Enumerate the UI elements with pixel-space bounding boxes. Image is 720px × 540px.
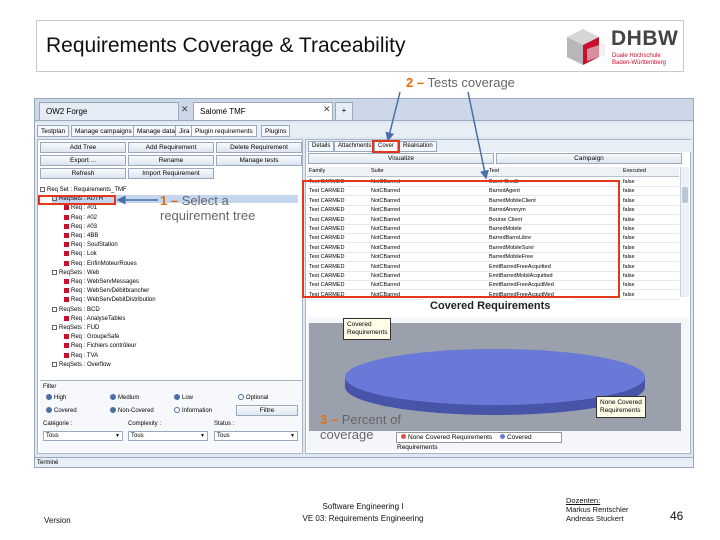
chevron-down-icon: ▼ [200, 433, 205, 439]
annotation-text: requirement tree [160, 208, 256, 223]
filter-optional-label: Optional [246, 395, 269, 401]
table-cell: Test CARMED [309, 216, 345, 223]
label-line: Requirements [347, 329, 388, 336]
footer-course [288, 502, 438, 523]
tree-item-label: ReqSets : AUTH [59, 196, 104, 203]
legend-label-none: None Covered Requirements [408, 434, 493, 441]
tree-item-label: Req : #01 [71, 205, 98, 212]
table-cell: false [623, 179, 635, 185]
tree-item-label: Req : WebServDebitDistribution [71, 297, 156, 304]
column-header-family: Family [309, 168, 326, 174]
close-icon[interactable]: ✕ [181, 104, 189, 114]
table-cell: Test CARMED [309, 197, 345, 204]
tree-item-label: Req : TVA [71, 352, 99, 359]
annotation-select-tree [160, 193, 255, 223]
status-label: Status : [214, 421, 235, 427]
tree-item-label: Req : Fichiers contrôleur [71, 343, 137, 350]
table-cell: EmitBarredMobilAcquitted [489, 273, 553, 279]
delete-requirement-button[interactable]: Delete Requirement [216, 142, 302, 153]
table-cell: Test CARMED [309, 207, 345, 214]
add-tree-button[interactable]: Add Tree [40, 142, 126, 153]
tree-item-label: Req Set : Requirements_TMF [47, 187, 127, 193]
refresh-button[interactable]: Refresh [40, 168, 126, 179]
tree-item-label: Req : 4BB [71, 233, 99, 239]
table-cell: NotCBarred [371, 291, 401, 298]
tab-realisation[interactable]: Réalisation [399, 141, 437, 152]
tab-plugin-requirements[interactable]: Plugin requirements [191, 125, 257, 137]
table-cell: Test CARMED [309, 291, 345, 298]
add-requirement-button[interactable]: Add Requirement [128, 142, 214, 153]
category-label: Catégorie : [43, 421, 73, 427]
tab-manage-data[interactable]: Manage data [133, 125, 179, 137]
slide-title: Requirements Coverage & Traceability [46, 34, 406, 57]
column-header-test: Test [489, 168, 500, 174]
table-cell: false [623, 188, 635, 195]
table-cell: BarredMobile [489, 226, 522, 232]
tab-details[interactable]: Details [308, 141, 334, 152]
tree-item-label: ReqSets : BCD [59, 306, 100, 313]
table-cell: false [623, 282, 635, 289]
table-cell: false [623, 226, 635, 232]
table-cell: Test CARMED [309, 273, 345, 279]
export-button[interactable]: Export ... [40, 155, 126, 166]
table-cell: false [623, 291, 635, 298]
table-cell: Bourse Client [489, 216, 523, 223]
tab-label: Salomé TMF [200, 107, 246, 116]
chevron-down-icon: ▼ [290, 433, 295, 439]
visualize-button[interactable]: Visualize [308, 153, 494, 164]
tab-plugins[interactable]: Plugins [261, 125, 290, 137]
footer-lecturer-line: Dozenten: [566, 496, 601, 505]
import-requirement-button[interactable]: Import Requirement [128, 168, 214, 179]
table-cell: false [623, 235, 635, 242]
table-cell: Test CARMED [309, 263, 345, 270]
table-cell: BarredMobileSuivi [489, 244, 534, 251]
status-select-value: Tous [217, 433, 230, 439]
label-line: Requirements [600, 407, 641, 414]
filter-low-label: Low [182, 395, 194, 401]
footer-lecturer-line: Andreas Stuckert [566, 514, 624, 523]
table-cell: false [623, 216, 635, 223]
tab-jira[interactable]: Jira [175, 125, 193, 137]
table-cell: NotCBarred [371, 226, 401, 232]
footer-lecturer-line: Markus Rentschler [566, 505, 629, 514]
table-cell: false [623, 244, 635, 251]
annotation-number: 1 – [160, 193, 179, 208]
tab-testplan[interactable]: Testplan [37, 125, 69, 137]
annotation-text: Percent of [341, 412, 401, 427]
annotation-number: 2 – [406, 75, 425, 90]
table-cell: NotCBarred [371, 273, 401, 279]
tree-item-label: Req : Lok [71, 251, 97, 258]
logo-sub-line-2: Baden-Württemberg [612, 60, 667, 66]
table-cell: BarredMobileClient [489, 197, 536, 204]
filter-information-label: Information [182, 408, 213, 414]
table-cell: NotCBarred [371, 244, 401, 251]
filter-medium-label: Medium [118, 395, 140, 401]
tab-cover[interactable]: Cover [374, 141, 398, 152]
label-line: None Covered [600, 399, 642, 406]
rename-button[interactable]: Rename [128, 155, 214, 166]
table-cell: false [623, 207, 635, 214]
page-number: 46 [670, 509, 684, 523]
table-cell: Test CARMED [309, 235, 345, 242]
chart-title: Covered Requirements [430, 300, 551, 312]
tab-manage-campaigns[interactable]: Manage campaigns [71, 125, 136, 137]
tab-label: OW2 Forge [46, 107, 88, 116]
table-cell: Test CARMED [309, 244, 345, 251]
manage-tests-button[interactable]: Manage tests [216, 155, 302, 166]
complexity-label: Complexity : [128, 421, 162, 427]
annotation-percent-coverage [320, 412, 401, 442]
tab-attachments[interactable]: Attachments [334, 141, 375, 152]
table-cell: BarredAnonym [489, 207, 526, 214]
chevron-down-icon: ▼ [115, 433, 120, 439]
annotation-text: Tests coverage [427, 75, 515, 90]
logo-sub-line-1: Duale Hochschule [612, 53, 661, 59]
table-cell: NotCBarred [371, 235, 401, 242]
tree-item-label: Req : EnfinMoteurRoues [71, 260, 137, 267]
table-cell: EmitBarredFreeAcquitMed [489, 291, 554, 298]
annotation-text: Select a [181, 193, 229, 208]
table-cell: NotCBarred [371, 282, 401, 289]
filter-apply-button[interactable]: Filtre [236, 405, 298, 416]
footer-version: Version [44, 516, 71, 525]
table-cell: false [623, 254, 635, 261]
campaign-button[interactable]: Campaign [496, 153, 682, 164]
table-cell: Test CARMED [309, 254, 345, 261]
filter-non-covered-label: Non-Covered [118, 408, 154, 414]
tree-item-label: Req : GroupeSafe [71, 334, 120, 341]
footer-course-line: VE 03: Requirements Engineering [302, 514, 424, 523]
table-cell: Barré Credit [489, 179, 519, 185]
table-cell: NotCBarred [371, 188, 401, 195]
tree-item-label: Req : WebServMessages [71, 279, 139, 285]
category-select-value: Tous [46, 433, 59, 439]
complexity-select-value: Tous [131, 433, 144, 439]
table-cell: EmitBarredFreeAcquitMed [489, 282, 554, 289]
tree-item-label: Req : #03 [71, 223, 98, 230]
table-cell: Test CARMED [309, 179, 345, 185]
table-cell: NotCBarred [371, 179, 401, 185]
table-cell: NotCBarred [371, 207, 401, 214]
table-cell: false [623, 197, 635, 204]
label-line: Covered [347, 321, 372, 328]
tree-item-label: Req : SoulStation [71, 242, 118, 249]
table-cell: NotCBarred [371, 197, 401, 204]
table-cell: Test CARMED [309, 282, 345, 289]
close-icon[interactable]: ✕ [323, 104, 331, 114]
column-header-suite: Suite [371, 168, 384, 174]
table-cell: Test CARMED [309, 226, 345, 232]
tree-item-label: Req : #02 [71, 214, 98, 221]
logo-text: DHBW [611, 27, 679, 50]
footer-lecturers [566, 496, 629, 523]
tree-item-label: Req : AnalyseTables [71, 315, 126, 322]
tree-item-label: ReqSets : Web [59, 269, 100, 276]
table-cell: NotCBarred [371, 263, 401, 270]
status-bar: Terminé [35, 457, 694, 468]
annotation-number: 3 – [320, 412, 339, 427]
table-cell: NotCBarred [371, 216, 401, 223]
table-cell: Test CARMED [309, 188, 345, 195]
table-cell: false [623, 273, 635, 279]
filter-title: Filter [43, 384, 57, 390]
filter-high-label: High [54, 395, 67, 401]
tree-item-label: ReqSets : FUD [59, 325, 100, 331]
tree-item-label: Req : WebServDébitbrancher [71, 288, 150, 295]
table-cell: EmitBarredFreeAcquitted [489, 263, 551, 270]
table-cell: BarredAgent [489, 188, 520, 195]
legend-label-covered: Covered Requirements [397, 434, 532, 451]
table-cell: BarredMobileFree [489, 254, 534, 261]
new-tab-button[interactable]: + [335, 102, 353, 120]
footer-course-line: Software Engineering I [322, 502, 404, 511]
tree-item-label: ReqSets : Overflow [59, 361, 111, 368]
annotation-text: coverage [320, 427, 374, 442]
column-header-executed: Executed [623, 168, 646, 174]
filter-covered-label: Covered [54, 408, 77, 414]
table-cell: false [623, 263, 635, 270]
table-cell: BarredBarreLibre [489, 235, 532, 242]
table-cell: NotCBarred [371, 254, 401, 261]
